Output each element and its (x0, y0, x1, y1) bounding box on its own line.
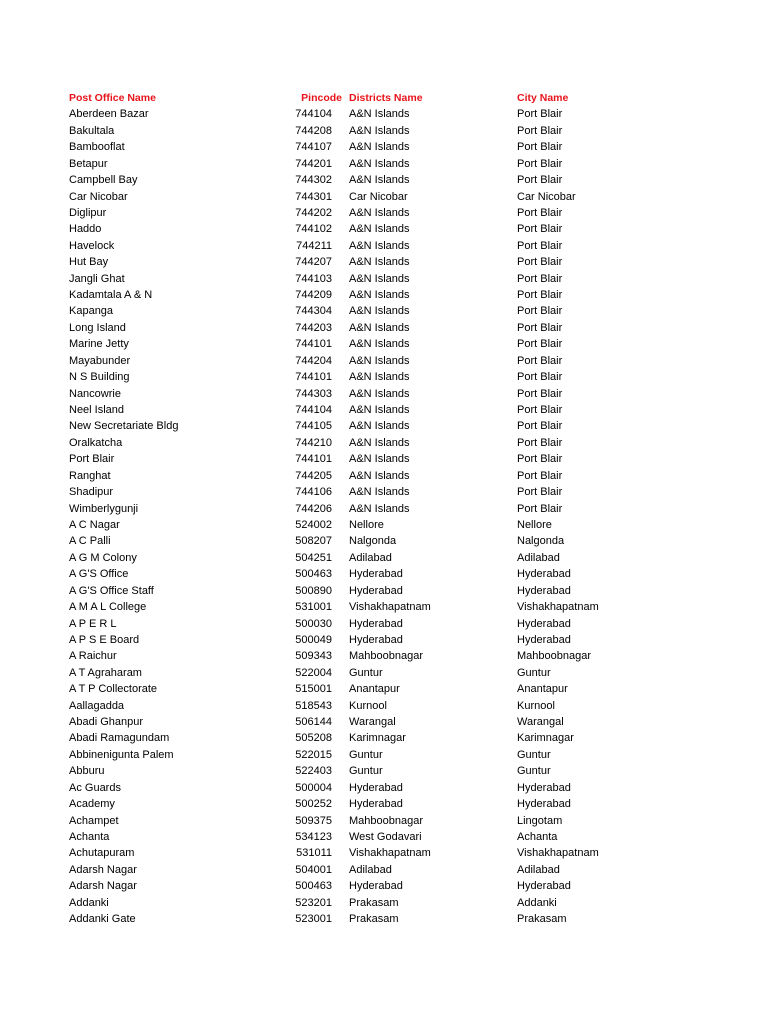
cell-district-name: Car Nicobar (349, 190, 408, 203)
table-row (0, 698, 768, 714)
cell-post-office-name: Oralkatcha (69, 436, 123, 449)
cell-pincode: 518543 (295, 699, 332, 712)
table-row (0, 287, 768, 303)
cell-city-name: Car Nicobar (517, 190, 576, 203)
table-row (0, 418, 768, 434)
cell-pincode: 744210 (295, 436, 332, 449)
cell-post-office-name: Marine Jetty (69, 338, 129, 351)
cell-pincode: 500030 (295, 617, 332, 630)
header-districts-name: Districts Name (349, 92, 423, 104)
cell-post-office-name: Adarsh Nagar (69, 863, 137, 876)
cell-district-name: Guntur (349, 765, 383, 778)
cell-pincode: 500004 (295, 781, 332, 794)
table-row (0, 501, 768, 517)
cell-pincode: 744211 (296, 239, 332, 252)
table-row (0, 271, 768, 287)
cell-pincode: 523201 (295, 896, 332, 909)
cell-city-name: Kurnool (517, 699, 555, 712)
cell-district-name: Hyderabad (349, 880, 403, 893)
cell-district-name: Guntur (349, 748, 383, 761)
table-row (0, 336, 768, 352)
cell-city-name: Hyderabad (517, 798, 571, 811)
cell-city-name: Hyderabad (517, 633, 571, 646)
cell-post-office-name: A T Agraharam (69, 666, 142, 679)
cell-pincode: 534123 (295, 830, 332, 843)
cell-city-name: Adilabad (517, 551, 560, 564)
table-row (0, 862, 768, 878)
table-row (0, 829, 768, 845)
table-row (0, 106, 768, 122)
table-row (0, 665, 768, 681)
cell-city-name: Hyderabad (517, 568, 571, 581)
cell-city-name: Port Blair (517, 321, 563, 334)
cell-city-name: Guntur (517, 666, 551, 679)
table-row (0, 681, 768, 697)
table-body (0, 106, 768, 927)
cell-pincode: 500463 (295, 880, 332, 893)
cell-post-office-name: A C Palli (69, 535, 111, 548)
cell-post-office-name: N S Building (69, 371, 130, 384)
table-row (0, 550, 768, 566)
cell-district-name: A&N Islands (349, 108, 410, 121)
cell-pincode: 744209 (295, 289, 332, 302)
cell-post-office-name: Jangli Ghat (69, 272, 125, 285)
table-row (0, 221, 768, 237)
header-post-office-name: Post Office Name (69, 92, 156, 104)
cell-pincode: 744105 (295, 420, 332, 433)
cell-city-name: Anantapur (517, 683, 568, 696)
table-row (0, 123, 768, 139)
cell-post-office-name: New Secretariate Bldg (69, 420, 179, 433)
cell-pincode: 509375 (295, 814, 332, 827)
cell-post-office-name: Bambooflat (69, 141, 125, 154)
cell-post-office-name: Bakultala (69, 124, 115, 137)
cell-pincode: 523001 (295, 913, 332, 926)
cell-city-name: Guntur (517, 765, 551, 778)
cell-city-name: Lingotam (517, 814, 563, 827)
cell-pincode: 506144 (295, 716, 332, 729)
header-city-name: City Name (517, 92, 569, 104)
cell-city-name: Hyderabad (517, 880, 571, 893)
cell-pincode: 500252 (295, 798, 332, 811)
cell-post-office-name: Achutapuram (69, 847, 135, 860)
cell-district-name: Prakasam (349, 913, 399, 926)
cell-post-office-name: A G'S Office (69, 568, 129, 581)
cell-district-name: Nalgonda (349, 535, 397, 548)
cell-city-name: Port Blair (517, 124, 563, 137)
cell-pincode: 744107 (295, 141, 332, 154)
cell-pincode: 505208 (295, 732, 332, 745)
table-row (0, 484, 768, 500)
cell-pincode: 500890 (295, 584, 332, 597)
cell-district-name: Warangal (349, 716, 396, 729)
cell-post-office-name: Academy (69, 798, 115, 811)
cell-pincode: 744104 (295, 404, 332, 417)
cell-district-name: Adilabad (349, 863, 392, 876)
cell-district-name: A&N Islands (349, 420, 410, 433)
cell-city-name: Vishakhapatnam (517, 601, 599, 614)
cell-pincode: 744202 (295, 206, 332, 219)
cell-district-name: Hyderabad (349, 633, 403, 646)
cell-post-office-name: A Raichur (69, 650, 117, 663)
cell-post-office-name: Betapur (69, 157, 108, 170)
cell-district-name: Hyderabad (349, 568, 403, 581)
cell-district-name: Prakasam (349, 896, 399, 909)
cell-post-office-name: A G M Colony (69, 551, 137, 564)
cell-post-office-name: Ranghat (69, 469, 111, 482)
cell-city-name: Karimnagar (517, 732, 574, 745)
cell-pincode: 744303 (295, 387, 332, 400)
table-row (0, 599, 768, 615)
cell-district-name: A&N Islands (349, 239, 410, 252)
cell-district-name: Mahboobnagar (349, 650, 424, 663)
cell-city-name: Port Blair (517, 141, 563, 154)
cell-district-name: Guntur (349, 666, 383, 679)
cell-post-office-name: A G'S Office Staff (69, 584, 154, 597)
cell-district-name: A&N Islands (349, 223, 410, 236)
cell-city-name: Addanki (517, 896, 557, 909)
cell-pincode: 744101 (295, 453, 332, 466)
cell-city-name: Adilabad (517, 863, 560, 876)
cell-pincode: 744301 (295, 190, 332, 203)
cell-pincode: 522015 (295, 748, 332, 761)
cell-district-name: Vishakhapatnam (349, 601, 431, 614)
cell-pincode: 744208 (295, 124, 332, 137)
cell-city-name: Port Blair (517, 108, 563, 121)
cell-district-name: A&N Islands (349, 206, 410, 219)
cell-pincode: 744104 (295, 108, 332, 121)
cell-city-name: Port Blair (517, 453, 563, 466)
cell-pincode: 509343 (295, 650, 332, 663)
cell-city-name: Port Blair (517, 157, 563, 170)
cell-pincode: 500049 (295, 633, 332, 646)
cell-district-name: A&N Islands (349, 272, 410, 285)
cell-city-name: Port Blair (517, 289, 563, 302)
table-row (0, 730, 768, 746)
table-row (0, 468, 768, 484)
table-row (0, 845, 768, 861)
cell-city-name: Port Blair (517, 256, 563, 269)
cell-district-name: A&N Islands (349, 141, 410, 154)
cell-pincode: 744205 (295, 469, 332, 482)
cell-city-name: Hyderabad (517, 584, 571, 597)
cell-city-name: Port Blair (517, 223, 563, 236)
cell-city-name: Warangal (517, 716, 564, 729)
table-row (0, 303, 768, 319)
cell-district-name: A&N Islands (349, 354, 410, 367)
cell-post-office-name: A P S E Board (69, 633, 140, 646)
cell-city-name: Hyderabad (517, 781, 571, 794)
cell-district-name: A&N Islands (349, 502, 410, 515)
cell-post-office-name: Havelock (69, 239, 115, 252)
cell-post-office-name: Abbinenigunta Palem (69, 748, 174, 761)
cell-post-office-name: Shadipur (69, 486, 114, 499)
cell-pincode: 744206 (295, 502, 332, 515)
cell-post-office-name: Kadamtala A & N (69, 289, 153, 302)
cell-city-name: Port Blair (517, 469, 563, 482)
cell-city-name: Port Blair (517, 486, 563, 499)
cell-post-office-name: Port Blair (69, 453, 115, 466)
table-row (0, 533, 768, 549)
cell-district-name: A&N Islands (349, 486, 410, 499)
cell-pincode: 744106 (295, 486, 332, 499)
cell-district-name: Mahboobnagar (349, 814, 424, 827)
cell-pincode: 744207 (295, 256, 332, 269)
cell-city-name: Port Blair (517, 239, 563, 252)
cell-pincode: 500463 (295, 568, 332, 581)
cell-pincode: 531011 (296, 847, 332, 860)
table-row (0, 878, 768, 894)
cell-district-name: Hyderabad (349, 617, 403, 630)
cell-city-name: Port Blair (517, 371, 563, 384)
table-header (0, 90, 768, 106)
cell-district-name: Anantapur (349, 683, 400, 696)
cell-city-name: Port Blair (517, 404, 563, 417)
cell-city-name: Port Blair (517, 502, 563, 515)
table-row (0, 813, 768, 829)
table-row (0, 435, 768, 451)
cell-district-name: Karimnagar (349, 732, 406, 745)
cell-post-office-name: Wimberlygunji (69, 502, 139, 515)
cell-city-name: Mahboobnagar (517, 650, 592, 663)
cell-city-name: Port Blair (517, 272, 563, 285)
cell-city-name: Port Blair (517, 436, 563, 449)
table-row (0, 139, 768, 155)
cell-district-name: Vishakhapatnam (349, 847, 431, 860)
cell-district-name: A&N Islands (349, 436, 410, 449)
table-row (0, 402, 768, 418)
cell-district-name: Hyderabad (349, 798, 403, 811)
cell-post-office-name: A C Nagar (69, 518, 120, 531)
cell-district-name: A&N Islands (349, 174, 410, 187)
cell-post-office-name: Abadi Ghanpur (69, 716, 143, 729)
table-row (0, 320, 768, 336)
table-row (0, 369, 768, 385)
table-row (0, 189, 768, 205)
cell-pincode: 524002 (295, 518, 332, 531)
table-row (0, 911, 768, 927)
cell-district-name: A&N Islands (349, 469, 410, 482)
cell-post-office-name: Addanki (69, 896, 109, 909)
cell-city-name: Guntur (517, 748, 551, 761)
cell-post-office-name: Aberdeen Bazar (69, 108, 149, 121)
cell-district-name: A&N Islands (349, 256, 410, 269)
table-row (0, 517, 768, 533)
table-row (0, 648, 768, 664)
cell-post-office-name: Aallagadda (69, 699, 125, 712)
cell-pincode: 744101 (295, 338, 332, 351)
table-row (0, 156, 768, 172)
cell-post-office-name: Diglipur (69, 206, 107, 219)
cell-post-office-name: Kapanga (69, 305, 114, 318)
cell-pincode: 515001 (295, 683, 332, 696)
cell-city-name: Port Blair (517, 338, 563, 351)
cell-post-office-name: Achanta (69, 830, 110, 843)
cell-pincode: 744204 (295, 354, 332, 367)
cell-district-name: A&N Islands (349, 157, 410, 170)
cell-city-name: Port Blair (517, 206, 563, 219)
cell-pincode: 744201 (295, 157, 332, 170)
cell-post-office-name: Achampet (69, 814, 119, 827)
cell-post-office-name: Addanki Gate (69, 913, 136, 926)
cell-post-office-name: Abburu (69, 765, 105, 778)
cell-pincode: 744103 (295, 272, 332, 285)
cell-city-name: Nalgonda (517, 535, 565, 548)
cell-district-name: A&N Islands (349, 124, 410, 137)
cell-post-office-name: Ac Guards (69, 781, 121, 794)
cell-pincode: 522403 (295, 765, 332, 778)
cell-district-name: A&N Islands (349, 305, 410, 318)
cell-post-office-name: A T P Collectorate (69, 683, 158, 696)
cell-district-name: Hyderabad (349, 584, 403, 597)
cell-district-name: A&N Islands (349, 338, 410, 351)
cell-city-name: Port Blair (517, 305, 563, 318)
cell-post-office-name: Nancowrie (69, 387, 121, 400)
cell-district-name: Adilabad (349, 551, 392, 564)
table-row (0, 353, 768, 369)
cell-district-name: A&N Islands (349, 371, 410, 384)
cell-district-name: A&N Islands (349, 453, 410, 466)
cell-city-name: Port Blair (517, 387, 563, 400)
table-row (0, 238, 768, 254)
cell-post-office-name: Campbell Bay (69, 174, 138, 187)
cell-city-name: Port Blair (517, 354, 563, 367)
spreadsheet-page (0, 90, 768, 928)
cell-post-office-name: Neel Island (69, 404, 125, 417)
cell-pincode: 744101 (295, 371, 332, 384)
table-row (0, 172, 768, 188)
cell-city-name: Nellore (517, 518, 552, 531)
cell-district-name: A&N Islands (349, 289, 410, 302)
table-row (0, 763, 768, 779)
cell-post-office-name: A M A L College (69, 601, 147, 614)
cell-district-name: West Godavari (349, 830, 422, 843)
cell-pincode: 531001 (295, 601, 332, 614)
cell-pincode: 522004 (295, 666, 332, 679)
table-row (0, 386, 768, 402)
cell-city-name: Hyderabad (517, 617, 571, 630)
cell-pincode: 744203 (295, 321, 332, 334)
table-row (0, 205, 768, 221)
table-row (0, 451, 768, 467)
cell-city-name: Vishakhapatnam (517, 847, 599, 860)
cell-city-name: Achanta (517, 830, 558, 843)
header-pincode: Pincode (301, 92, 342, 104)
cell-post-office-name: Mayabunder (69, 354, 131, 367)
cell-pincode: 744102 (295, 223, 332, 236)
cell-pincode: 508207 (295, 535, 332, 548)
cell-post-office-name: Car Nicobar (69, 190, 128, 203)
table-row (0, 583, 768, 599)
table-row (0, 780, 768, 796)
cell-district-name: A&N Islands (349, 404, 410, 417)
cell-district-name: A&N Islands (349, 321, 410, 334)
cell-post-office-name: Haddo (69, 223, 102, 236)
cell-post-office-name: Adarsh Nagar (69, 880, 137, 893)
cell-district-name: Hyderabad (349, 781, 403, 794)
cell-district-name: Kurnool (349, 699, 387, 712)
cell-pincode: 504001 (295, 863, 332, 876)
cell-post-office-name: A P E R L (69, 617, 117, 630)
table-row (0, 796, 768, 812)
cell-city-name: Port Blair (517, 174, 563, 187)
cell-post-office-name: Hut Bay (69, 256, 109, 269)
table-row (0, 632, 768, 648)
cell-post-office-name: Abadi Ramagundam (69, 732, 170, 745)
table-row (0, 254, 768, 270)
cell-pincode: 504251 (295, 551, 332, 564)
cell-district-name: A&N Islands (349, 387, 410, 400)
table-row (0, 747, 768, 763)
table-row (0, 566, 768, 582)
table-row (0, 714, 768, 730)
cell-district-name: Nellore (349, 518, 384, 531)
cell-city-name: Port Blair (517, 420, 563, 433)
cell-city-name: Prakasam (517, 913, 567, 926)
cell-pincode: 744304 (295, 305, 332, 318)
cell-pincode: 744302 (295, 174, 332, 187)
table-row (0, 895, 768, 911)
cell-post-office-name: Long Island (69, 321, 126, 334)
table-row (0, 616, 768, 632)
